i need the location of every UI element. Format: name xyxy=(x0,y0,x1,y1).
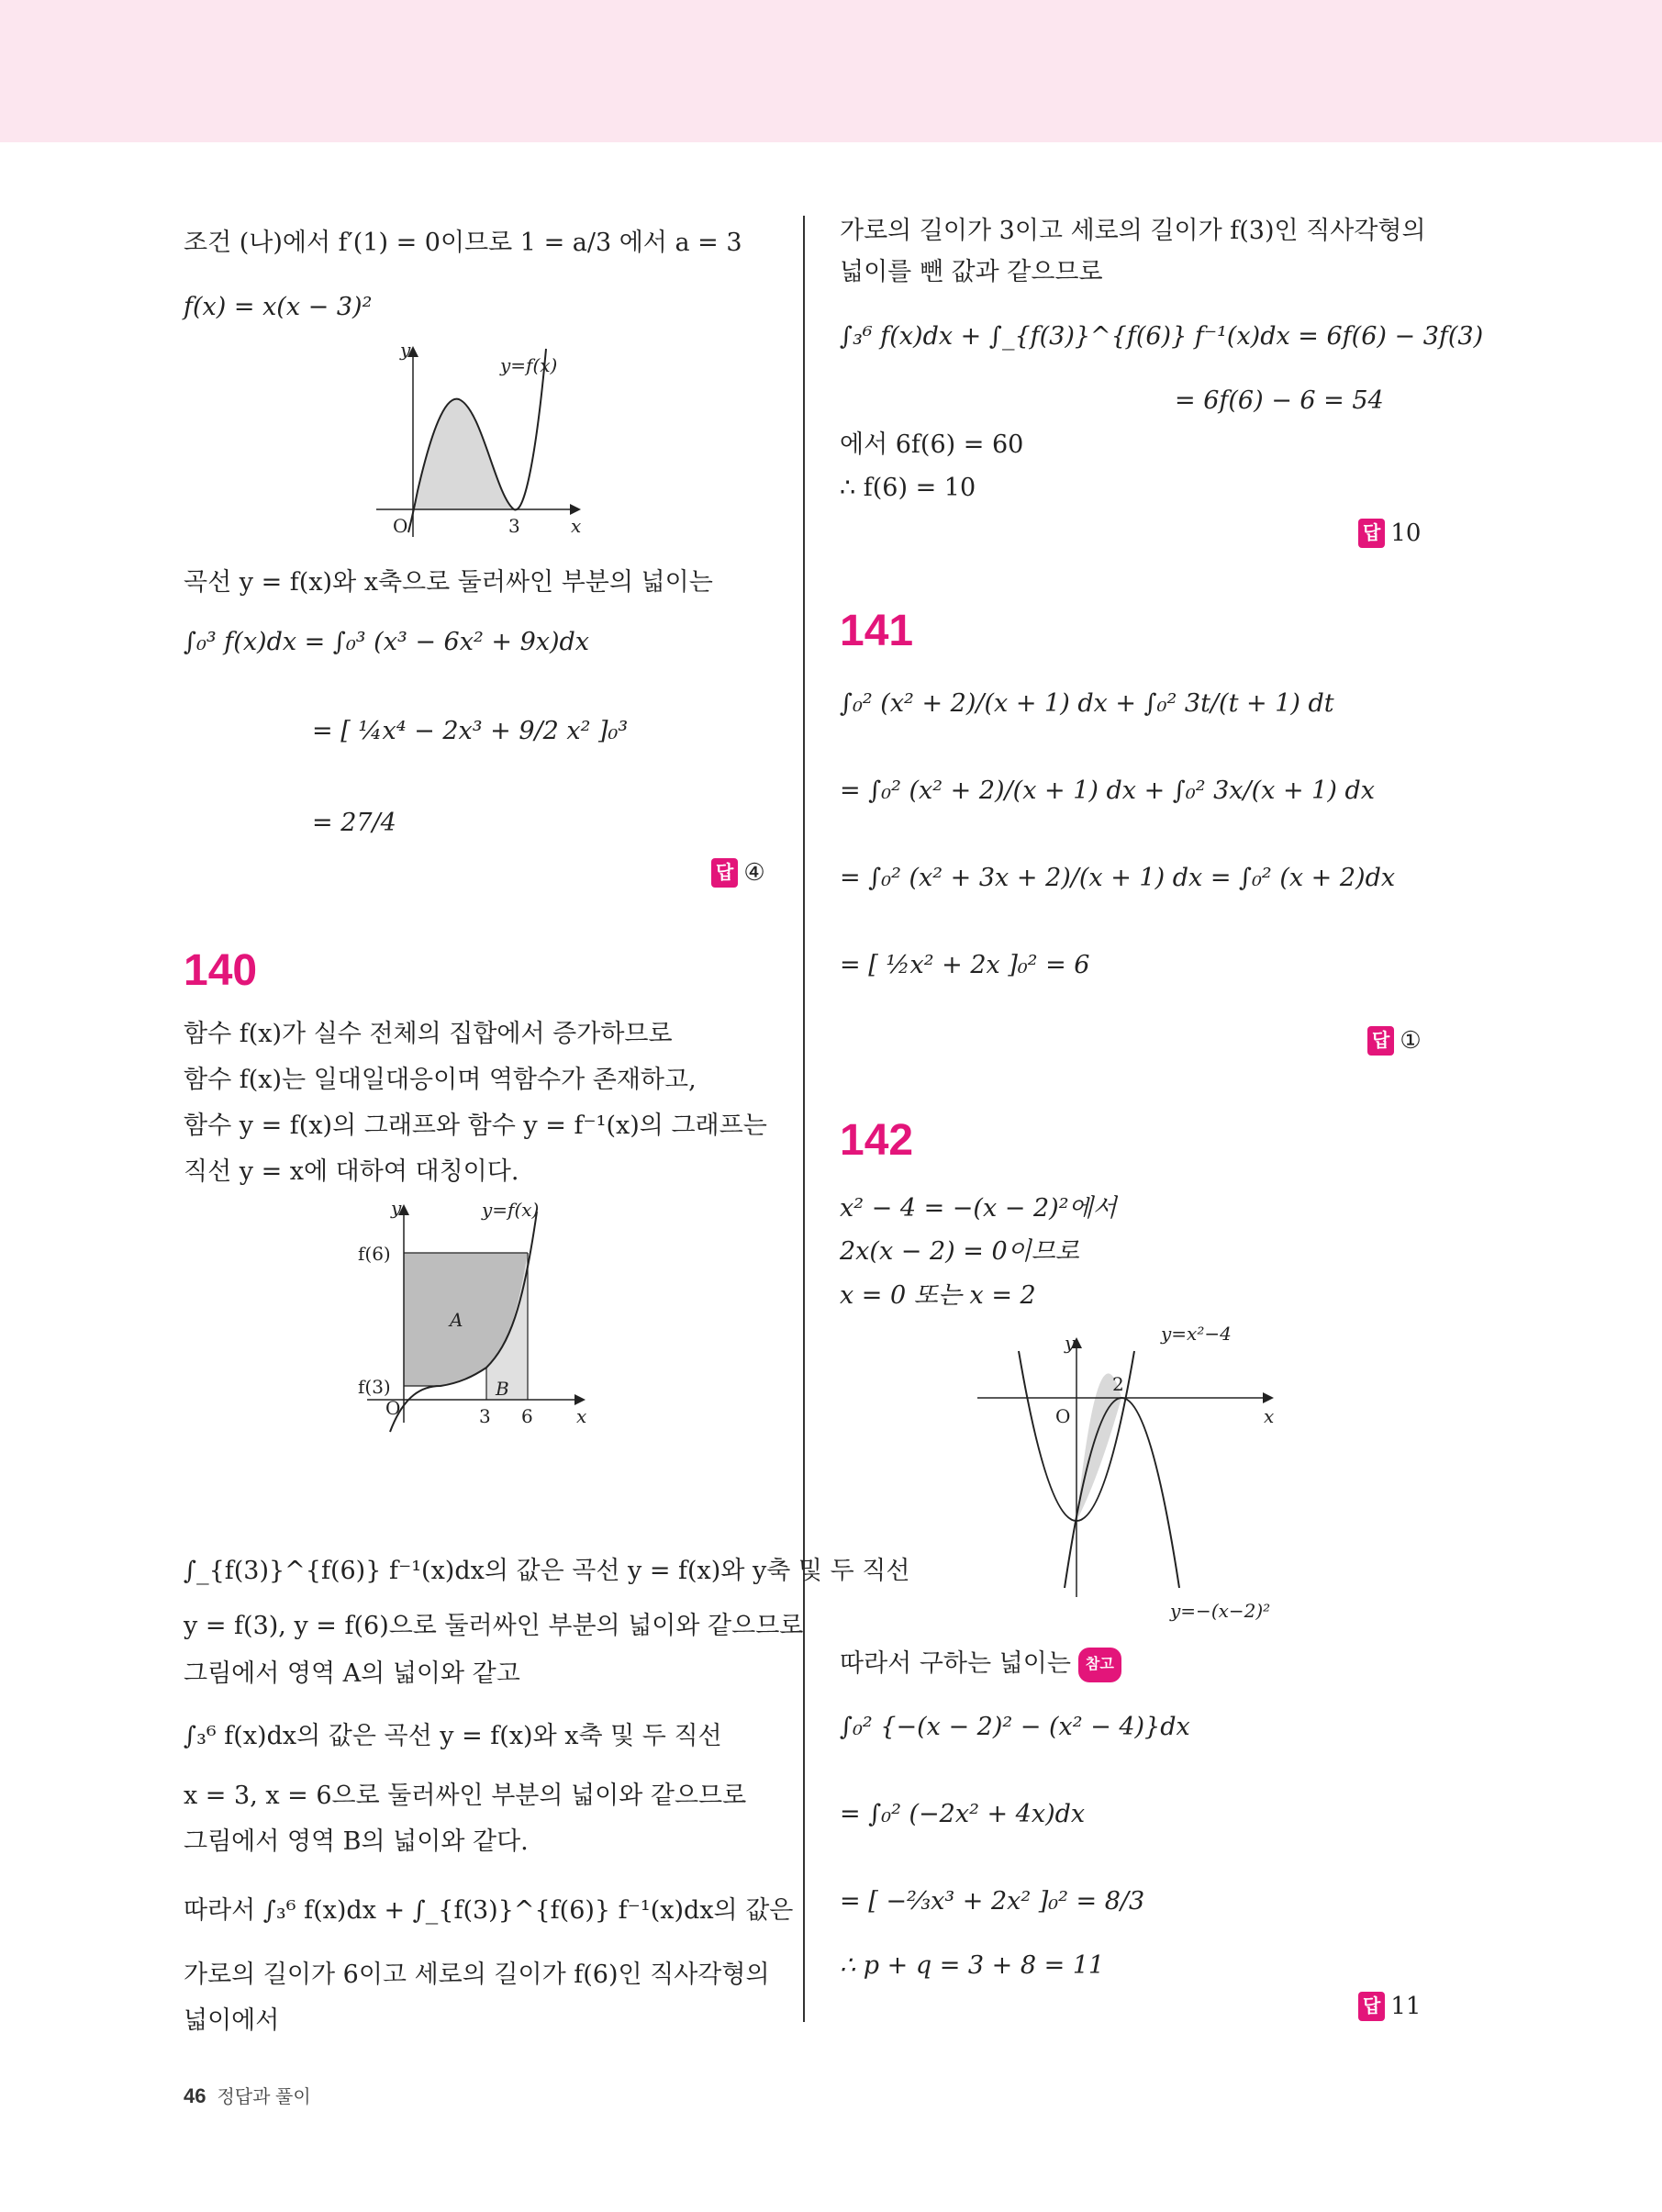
answer-139 xyxy=(711,858,765,888)
curve-label: y=−(x−2)² xyxy=(1170,1600,1271,1622)
reference-badge: 참고 xyxy=(1078,1648,1121,1682)
math-line: ∴ p + q = 3 + 8 = 11 xyxy=(840,1951,1105,1980)
text-line: 가로의 길이가 3이고 세로의 길이가 f(3)인 직사각형의 xyxy=(840,217,1426,245)
answer-value: ④ xyxy=(743,859,765,887)
graph-parabolas xyxy=(977,1322,1280,1625)
answer-140 xyxy=(1358,519,1421,548)
f3-label: f(3) xyxy=(358,1376,391,1398)
region-B-label: B xyxy=(496,1378,509,1400)
math-line: ∫₃⁶ f(x)dx + ∫_{f(3)}^{f(6)} f⁻¹(x)dx = 6f(6) − 3f(3) xyxy=(840,322,1484,351)
math-line: ∫₀³ f(x)dx = ∫₀³ (x³ − 6x² + 9x)dx xyxy=(184,628,590,656)
answer-141 xyxy=(1367,1026,1422,1056)
page-footer xyxy=(184,2082,311,2108)
text-line: 함수 y = f(x)의 그래프와 함수 y = f⁻¹(x)의 그래프는 xyxy=(184,1112,767,1140)
text-line: 그림에서 영역 A의 넓이와 같고 xyxy=(184,1659,520,1688)
text-line: 곡선 y = f(x)와 x축으로 둘러싸인 부분의 넓이는 xyxy=(184,568,713,597)
curve-label: y=x²−4 xyxy=(1161,1323,1232,1345)
text-line: y = f(3), y = f(6)으로 둘러싸인 부분의 넓이와 같으므로 xyxy=(184,1612,804,1640)
text-line xyxy=(840,1648,1121,1682)
x-label: x xyxy=(571,515,582,537)
math-line: 2x(x − 2) = 0이므로 xyxy=(840,1237,1079,1266)
text-line: 에서 6f(6) = 60 xyxy=(840,430,1024,459)
y-label: y xyxy=(391,1198,402,1219)
y-label: y xyxy=(1065,1332,1076,1354)
text-line: 조건 (나)에서 f′(1) = 0이므로 1 = a/3 에서 a = 3 xyxy=(184,229,742,257)
math-line: = 6f(6) − 6 = 54 xyxy=(1175,386,1384,415)
answer-142 xyxy=(1358,1992,1421,2021)
math-line: = ∫₀² (−2x² + 4x)dx xyxy=(840,1800,1086,1828)
x-label: x xyxy=(576,1405,587,1427)
tick-label: 3 xyxy=(508,515,520,537)
curve-label: y=f(x) xyxy=(482,1199,540,1221)
text-line: 직선 y = x에 대하여 대칭이다. xyxy=(184,1157,519,1186)
math-line: ∫₀² {−(x − 2)² − (x² − 4)}dx xyxy=(840,1713,1190,1741)
origin-label: O xyxy=(1055,1405,1071,1427)
f6-label: f(6) xyxy=(358,1243,391,1265)
tick-label: 3 xyxy=(479,1405,491,1427)
problem-number: 140 xyxy=(184,946,258,995)
graph-inverse xyxy=(358,1198,597,1436)
curve-down xyxy=(1065,1398,1179,1588)
answer-badge: 답 xyxy=(1367,1026,1394,1056)
answer-value: 10 xyxy=(1390,519,1422,547)
math-line: = 27/4 xyxy=(312,809,396,837)
problem-number: 142 xyxy=(840,1116,914,1165)
graph-cubic xyxy=(367,340,587,546)
answer-badge: 답 xyxy=(1358,519,1385,548)
column-divider xyxy=(803,216,805,2022)
x-label: x xyxy=(1264,1405,1275,1427)
text-line: 넓이를 뺀 값과 같으므로 xyxy=(840,258,1103,286)
answer-value: ① xyxy=(1400,1027,1422,1055)
text-line: x = 3, x = 6으로 둘러싸인 부분의 넓이와 같으므로 xyxy=(184,1782,747,1810)
text-line: 함수 f(x)는 일대일대응이며 역함수가 존재하고, xyxy=(184,1066,697,1094)
math-line: x² − 4 = −(x − 2)²에서 xyxy=(840,1194,1117,1223)
text-line: ∫₃⁶ f(x)dx의 값은 곡선 y = f(x)와 x축 및 두 직선 xyxy=(184,1722,722,1750)
shaded-area xyxy=(413,399,514,509)
footer-title: 정답과 풀이 xyxy=(217,2087,311,2107)
header-band xyxy=(0,0,1662,142)
tick-label: 2 xyxy=(1112,1373,1124,1395)
math-line: = [ ½x² + 2x ]₀² = 6 xyxy=(840,951,1090,979)
answer-badge: 답 xyxy=(1358,1992,1385,2021)
answer-badge: 답 xyxy=(711,858,738,888)
region-A-label: A xyxy=(450,1309,463,1331)
math-line: ∫₀² (x² + 2)/(x + 1) dx + ∫₀² 3t/(t + 1) dt xyxy=(840,689,1334,718)
answer-value: 11 xyxy=(1390,1993,1422,2020)
text-span: 따라서 구하는 넓이는 xyxy=(840,1649,1071,1678)
math-line: = ∫₀² (x² + 3x + 2)/(x + 1) dx = ∫₀² (x + 2)dx xyxy=(840,864,1396,892)
origin-label: O xyxy=(393,515,408,537)
text-line: ∴ f(6) = 10 xyxy=(840,474,976,502)
y-label: y xyxy=(400,340,411,361)
math-line: f(x) = x(x − 3)² xyxy=(184,293,373,321)
text-line: 함수 f(x)가 실수 전체의 집합에서 증가하므로 xyxy=(184,1020,673,1048)
curve-label: y=f(x) xyxy=(500,354,558,376)
text-line: 그림에서 영역 B의 넓이와 같다. xyxy=(184,1827,529,1856)
text-line: ∫_{f(3)}^{f(6)} f⁻¹(x)dx의 값은 곡선 y = f(x)와 y축 및 두 직선 xyxy=(184,1557,910,1585)
math-line: x = 0 또는 x = 2 xyxy=(840,1281,1036,1310)
origin-label: O xyxy=(385,1397,401,1419)
text-line: 넓이에서 xyxy=(184,2006,280,2035)
text-line: 따라서 ∫₃⁶ f(x)dx + ∫_{f(3)}^{f(6)} f⁻¹(x)dx의 값은 xyxy=(184,1896,794,1925)
math-line: = [ ¼x⁴ − 2x³ + 9/2 x² ]₀³ xyxy=(312,717,629,745)
math-line: = [ −⅔x³ + 2x² ]₀² = 8/3 xyxy=(840,1887,1145,1916)
tick-label: 6 xyxy=(521,1405,533,1427)
text-line: 가로의 길이가 6이고 세로의 길이가 f(6)인 직사각형의 xyxy=(184,1961,770,1989)
problem-number: 141 xyxy=(840,607,914,655)
math-line: = ∫₀² (x² + 2)/(x + 1) dx + ∫₀² 3x/(x + 1) dx xyxy=(840,776,1375,805)
page-number: 46 xyxy=(184,2084,206,2107)
